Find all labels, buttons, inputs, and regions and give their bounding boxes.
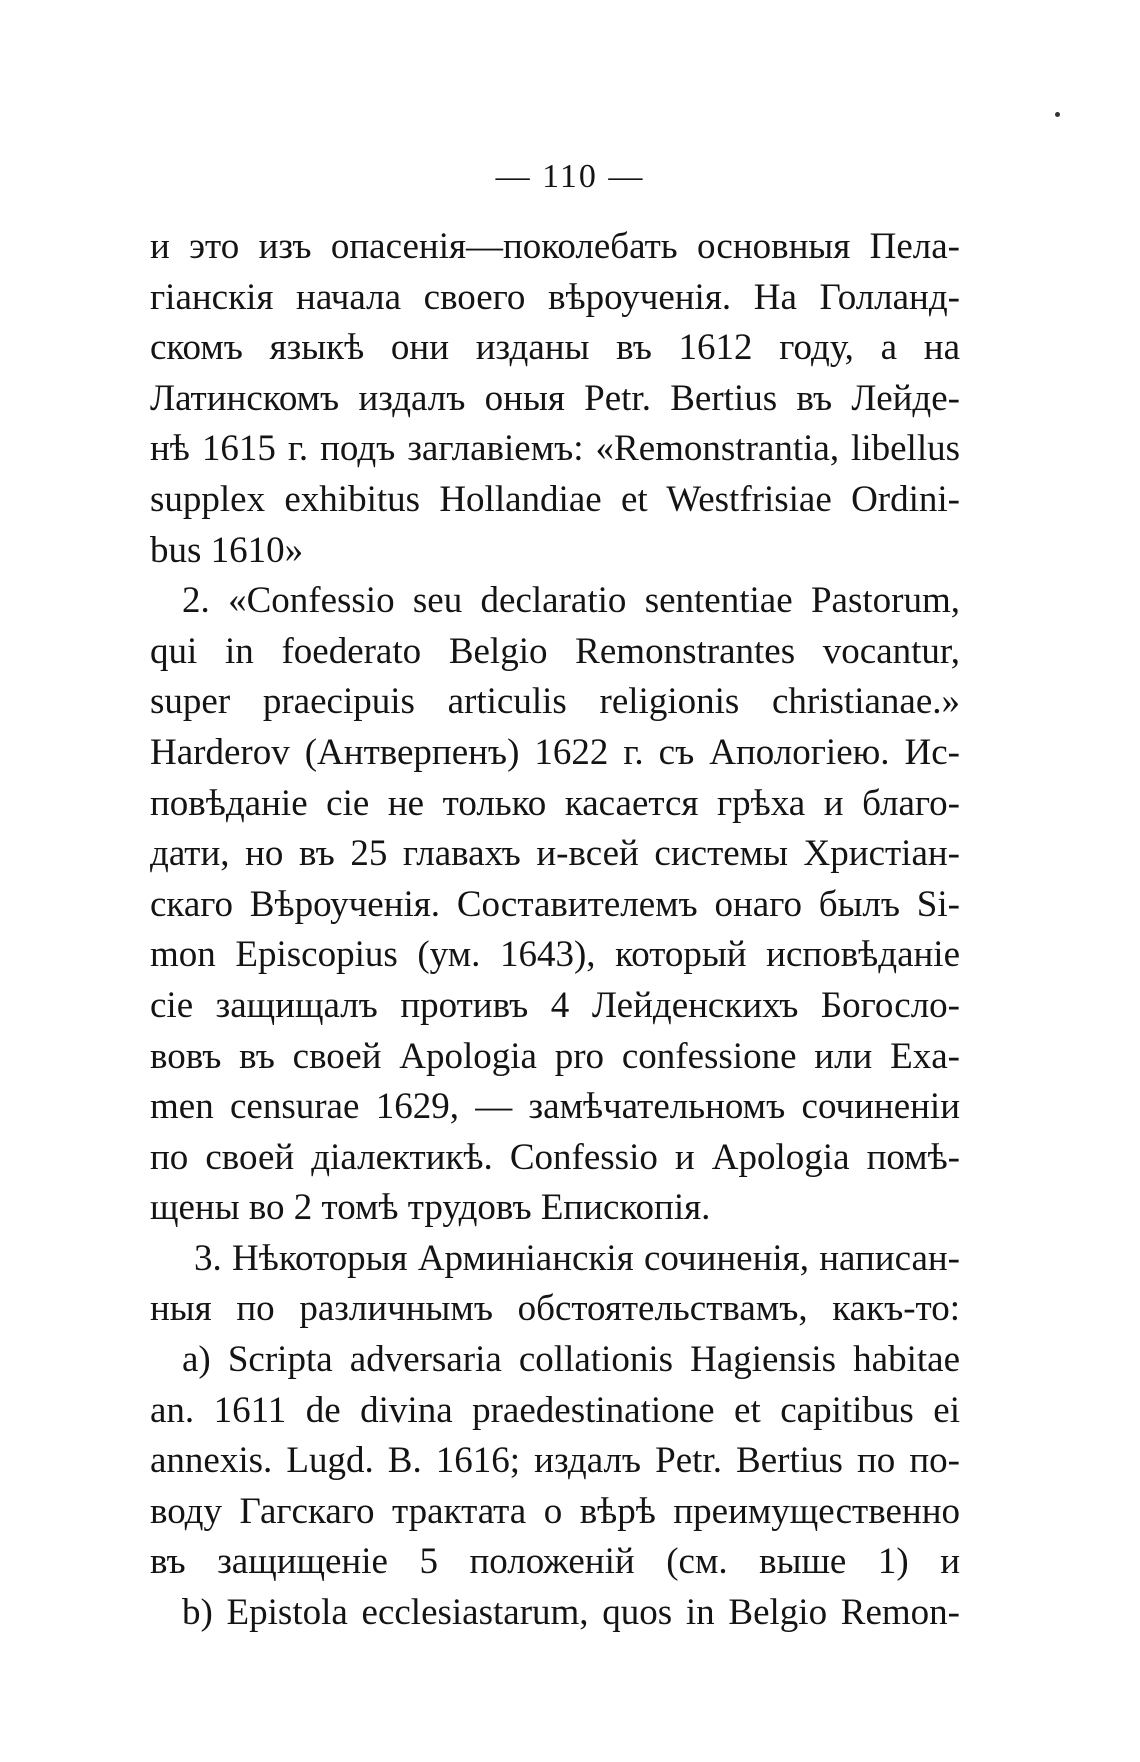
text-line: super praecipuis articulis religionis christianae.»: [150, 681, 960, 723]
text-line: annexis. Lugd. B. 1616; издалъ Petr. Bertius по по-: [150, 1440, 960, 1482]
page-number: — 110 —: [495, 158, 645, 195]
text-line: a) Scripta adversaria collationis Hagiensis habitae: [182, 1339, 960, 1381]
text-line: an. 1611 de divina praedestinatione et capitibus ei: [150, 1389, 960, 1431]
text-line: bus 1610»: [150, 529, 304, 571]
text-line: 3. Нѣкоторыя Арминіанскія сочиненія, написан-: [194, 1237, 960, 1279]
text-line: повѣданіе сіе не только касается грѣха и благо-: [150, 782, 960, 824]
text-line: воду Гагскаго трактата о вѣрѣ преимущественно: [150, 1490, 960, 1532]
text-line: Латинскомъ издалъ оныя Petr. Bertius въ Лейде-: [150, 377, 960, 419]
text-line: скомъ языкѣ они изданы въ 1612 году, а на: [150, 327, 960, 369]
text-line: въ защищеніе 5 положеній (см. выше 1) и: [150, 1541, 960, 1583]
text-line: Harderov (Антверпенъ) 1622 г. съ Апологіею. Ис-: [150, 731, 960, 773]
ink-speck: [1055, 112, 1060, 117]
text-line: ныя по различнымъ обстоятельствамъ, какъ-то:: [150, 1288, 960, 1330]
text-line: по своей діалектикѣ. Confessio и Apologia помѣ-: [150, 1136, 960, 1178]
text-line: щены во 2 томѣ трудовъ Епископія.: [150, 1187, 711, 1229]
text-line: вовъ въ своей Apologia pro confessione или Exa-: [150, 1035, 960, 1077]
text-line: 2. «Confessio seu declaratio sententiae Pastorum,: [182, 580, 960, 622]
text-line: b) Epistola ecclesiastarum, quos in Belgio Remon-: [182, 1592, 960, 1634]
text-line: mon Episcopius (ум. 1643), который исповѣданіе: [150, 934, 960, 976]
text-line: supplex exhibitus Hollandiae et Westfrisiae Ordini-: [150, 478, 960, 520]
text-line: men censurae 1629, — замѣчательномъ сочиненіи: [150, 1086, 960, 1128]
text-line: гіанскія начала своего вѣроученія. На Голланд-: [150, 276, 960, 318]
body-text: [150, 222, 960, 1639]
text-line: сіе защищалъ противъ 4 Лейденскихъ Богосло-: [150, 984, 960, 1026]
text-line: скаго Вѣроученія. Составителемъ онаго былъ Si-: [150, 883, 960, 925]
text-line: нѣ 1615 г. подъ заглавіемъ: «Remonstrantia, libellus: [150, 428, 960, 470]
text-line: и это изъ опасенія—поколебать основныя Пела-: [150, 226, 960, 267]
text-line: дати, но въ 25 главахъ и-всей системы Христіан-: [150, 833, 960, 875]
text-line: qui in foederato Belgio Remonstrantes vocantur,: [150, 630, 960, 672]
